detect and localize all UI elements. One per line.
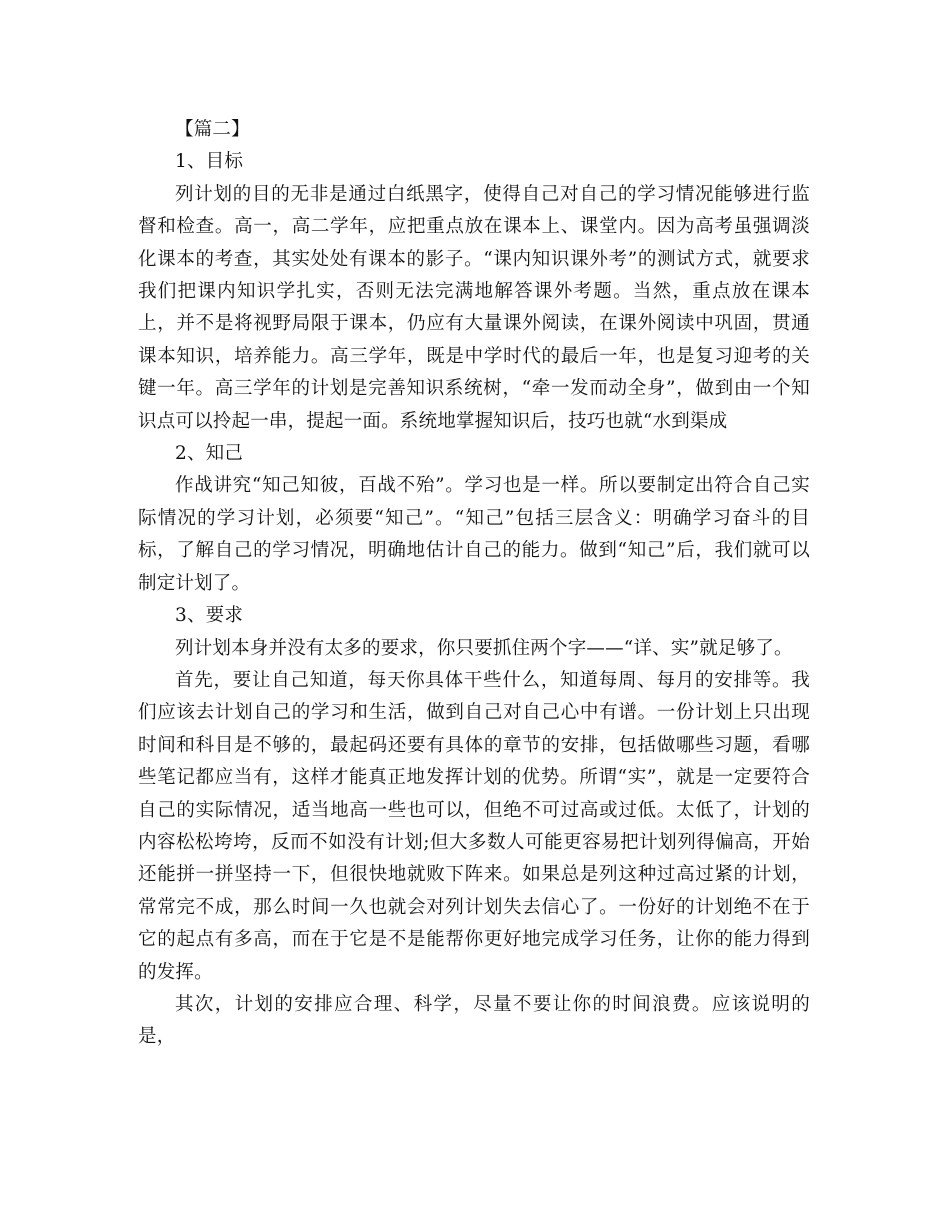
paragraph: 列计划本身并没有太多的要求，你只要抓住两个字——“详、实”就足够了。 (175, 637, 793, 659)
section-heading-goal: 1、目标 (175, 151, 244, 173)
section-title: 【篇二】 (175, 119, 250, 140)
section-heading-self-knowledge: 2、知己 (175, 443, 244, 465)
section-heading-requirements: 3、要求 (175, 605, 244, 627)
paragraph: 列计划的目的无非是通过白纸黑字，使得自己对自己的学习情况能够进行监督和检查。高一，高二学年，应把重点放在课本上、课堂内。因为高考虽强调淡化课本的考查，其实处处有课本的影子。“课内知识课外考”的测试方式，就要求我们把课内知识学扎实，否则无法完满地解答课外考题。当然，重点放在课本上，并不是将视野局限于课本，仍应有大量课外阅读，在课外阅读中巩固，贯通课本知识，培养能力。高三学年，既是中学时代的最后一年，也是复习迎考的关键一年。高三学年的计划是完善知识系统树，“牵一发而动全身”，做到由一个知识点可以拎起一串，提起一面。系统地掌握知识后，技巧也就“水到渠成 (138, 183, 810, 432)
paragraph: 作战讲究“知己知彼，百战不殆”。学习也是一样。所以要制定出符合自己实际情况的学习计划，必须要“知己”。“知己”包括三层含义：明确学习奋斗的目标，了解自己的学习情况，明确地估计自己的能力。做到“知己”后，我们就可以制定计划了。 (138, 475, 810, 594)
paragraph: 其次，计划的安排应合理、科学，尽量不要让你的时间浪费。应该说明的是， (138, 993, 810, 1048)
paragraph: 首先，要让自己知道，每天你具体干些什么，知道每周、每月的安排等。我们应该去计划自己的学习和生活，做到自己对自己心中有谱。一份计划上只出现时间和科目是不够的，最起码还要有具体的章节的安排，包括做哪些习题，看哪些笔记都应当有，这样才能真正地发挥计划的优势。所谓“实”，就是一定要符合自己的实际情况，适当地高一些也可以，但绝不可过高或过低。太低了，计划的内容松松垮垮，反而不如没有计划;但大多数人可能更容易把计划列得偏高，开始还能拼一拼坚持一下，但很快地就败下阵来。如果总是列这种过高过紧的计划，常常完不成，那么时间一久也就会对列计划失去信心了。一份好的计划绝不在于它的起点有多高，而在于它是不是能帮你更好地完成学习任务，让你的能力得到的发挥。 (138, 669, 810, 983)
document-page (138, 114, 810, 1054)
